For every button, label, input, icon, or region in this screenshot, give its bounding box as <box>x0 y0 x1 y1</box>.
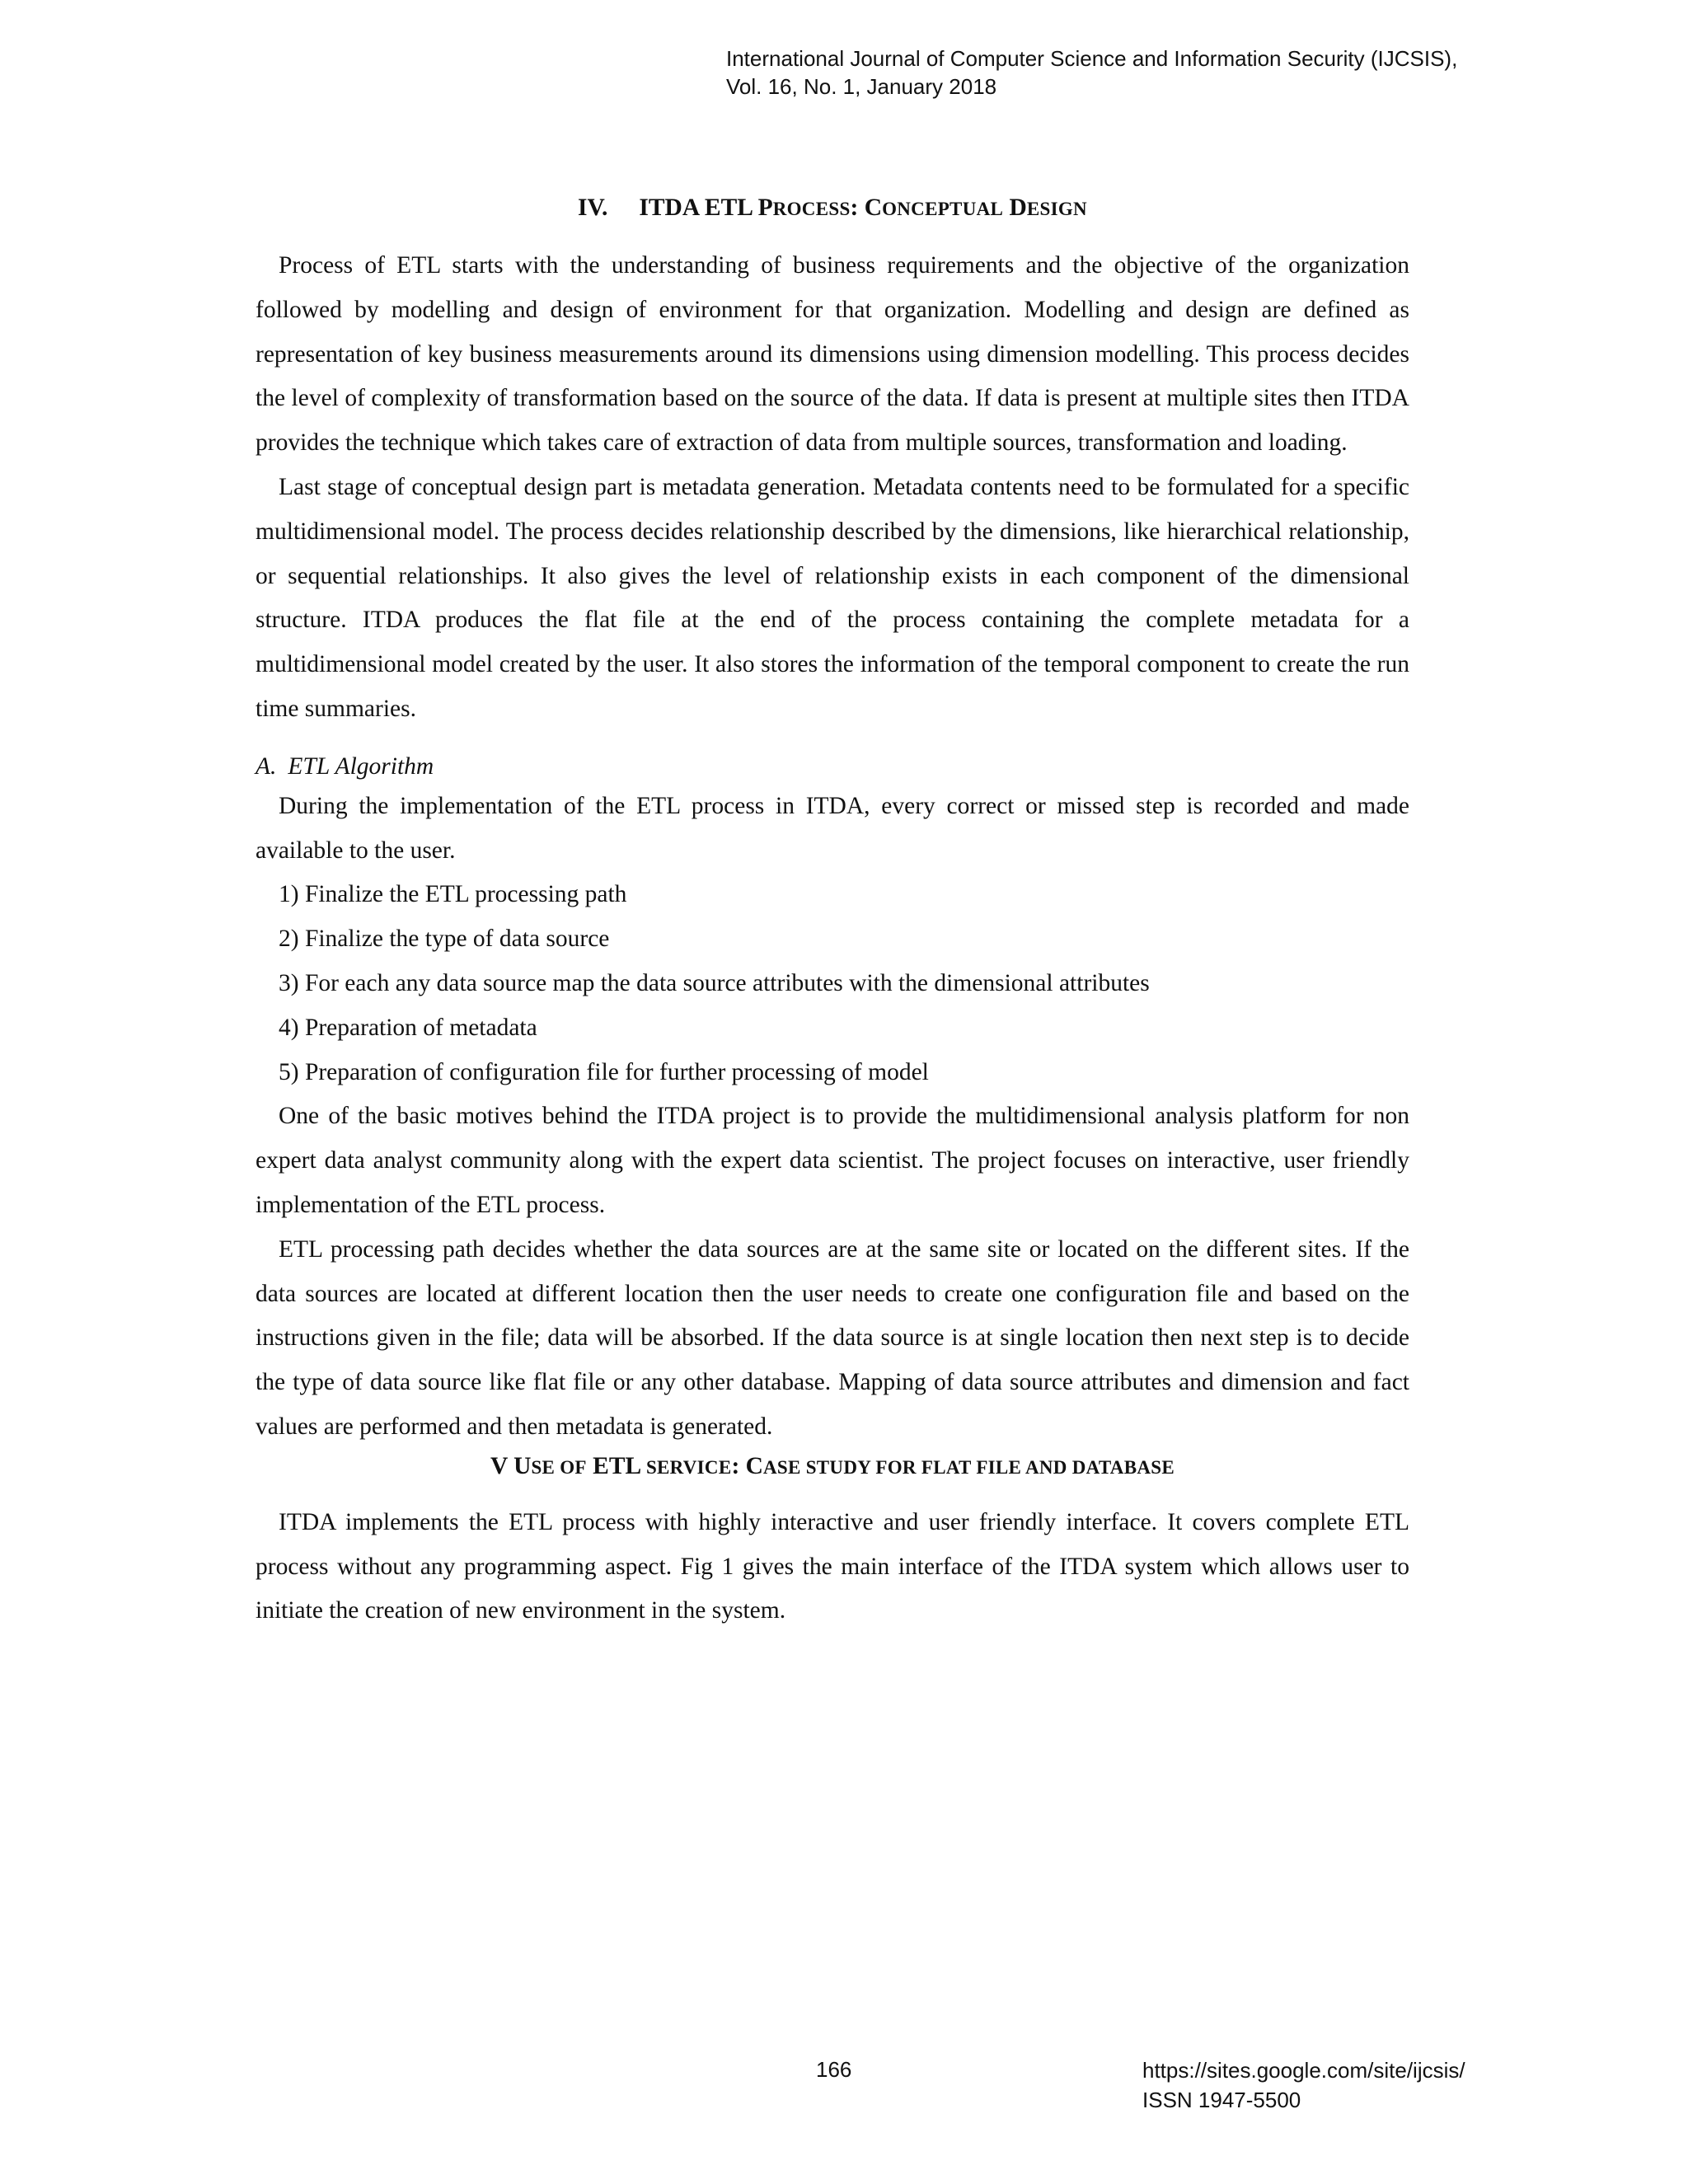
journal-url: https://sites.google.com/site/ijcsis/ <box>1142 2058 1465 2083</box>
section-number: IV. <box>578 194 608 221</box>
list-item: 2) Finalize the type of data source <box>279 926 610 953</box>
algorithm-steps-list <box>256 873 1409 1094</box>
paragraph-algorithm-intro: During the implementation of the ETL process in ITDA, every correct or missed step is recorded and made available to the user. <box>256 792 1409 864</box>
paragraph-metadata-generation: Last stage of conceptual design part is metadata generation. Metadata contents need to be formulated for a specific multidimensional model. The process decides relationship described by the dimensions, like hierarchical relationship, or sequential relationships. It also gives the level of relationship exists in each component of the dimensional structure. ITDA produces the flat file at the end of the process containing the complete metadata for a multidimensional model created by the user. It also stores the information of the temporal component to create the run time summaries. <box>256 473 1409 722</box>
subsection-label: A. <box>256 752 277 780</box>
issn: ISSN 1947-5500 <box>1142 2088 1301 2112</box>
paragraph-processing-path: ETL processing path decides whether the data sources are at the same site or located on the different sites. If the data sources are located at different location then the user needs to create one configuration file and based on the instructions given in the file; data will be absorbed. If the data source is at single location then next step is to decide the type of data source like flat file or any other database. Mapping of data source attributes and dimension and fact values are performed and then metadata is generated. <box>256 1235 1409 1440</box>
subsection-title: ETL Algorithm <box>288 752 434 780</box>
journal-title: International Journal of Computer Science and Information Security (IJCSIS), <box>726 46 1458 71</box>
running-header <box>726 45 1457 101</box>
journal-volume: Vol. 16, No. 1, January 2018 <box>726 74 997 99</box>
article-body <box>256 191 1409 1633</box>
paragraph-itda-motives: One of the basic motives behind the ITDA project is to provide the multidimensional analysis platform for non expert data analyst community along with the expert data scientist. The project focuses on interactive, user friendly implementation of the ETL process. <box>256 1103 1409 1218</box>
paragraph-process-of-etl: Process of ETL starts with the understanding of business requirements and the objective of the organization followed by modelling and design of environment for that organization. Modelling and design are defined as representation of key business measurements around its dimensions using dimension modelling. This process decides the level of complexity of transformation based on the source of the data. If data is present at multiple sites then ITDA provides the technique which takes care of extraction of data from multiple sources, transformation and loading. <box>256 252 1409 457</box>
page-number: 166 <box>816 2057 852 2082</box>
section-heading-iv: IV. ITDA ETL PROCESS: CONCEPTUAL DESIGN <box>578 194 1087 221</box>
list-item: 5) Preparation of configuration file for further processing of model <box>279 1058 929 1085</box>
subsection-heading-etl-algorithm <box>256 750 1409 783</box>
section-heading-v: V USE OF ETL SERVICE: CASE STUDY FOR FLAT FILE AND DATABASE <box>490 1452 1175 1479</box>
list-item: 4) Preparation of metadata <box>279 1014 537 1041</box>
list-item: 3) For each any data source map the data source attributes with the dimensional attributes <box>279 969 1150 996</box>
paragraph-itda-implements: ITDA implements the ETL process with highly interactive and user friendly interface. It covers complete ETL process without any programming aspect. Fig 1 gives the main interface of the ITDA system which allows user to initiate the creation of new environment in the system. <box>256 1508 1409 1624</box>
footer-info <box>1142 2055 1465 2115</box>
list-item: 1) Finalize the ETL processing path <box>279 881 627 908</box>
